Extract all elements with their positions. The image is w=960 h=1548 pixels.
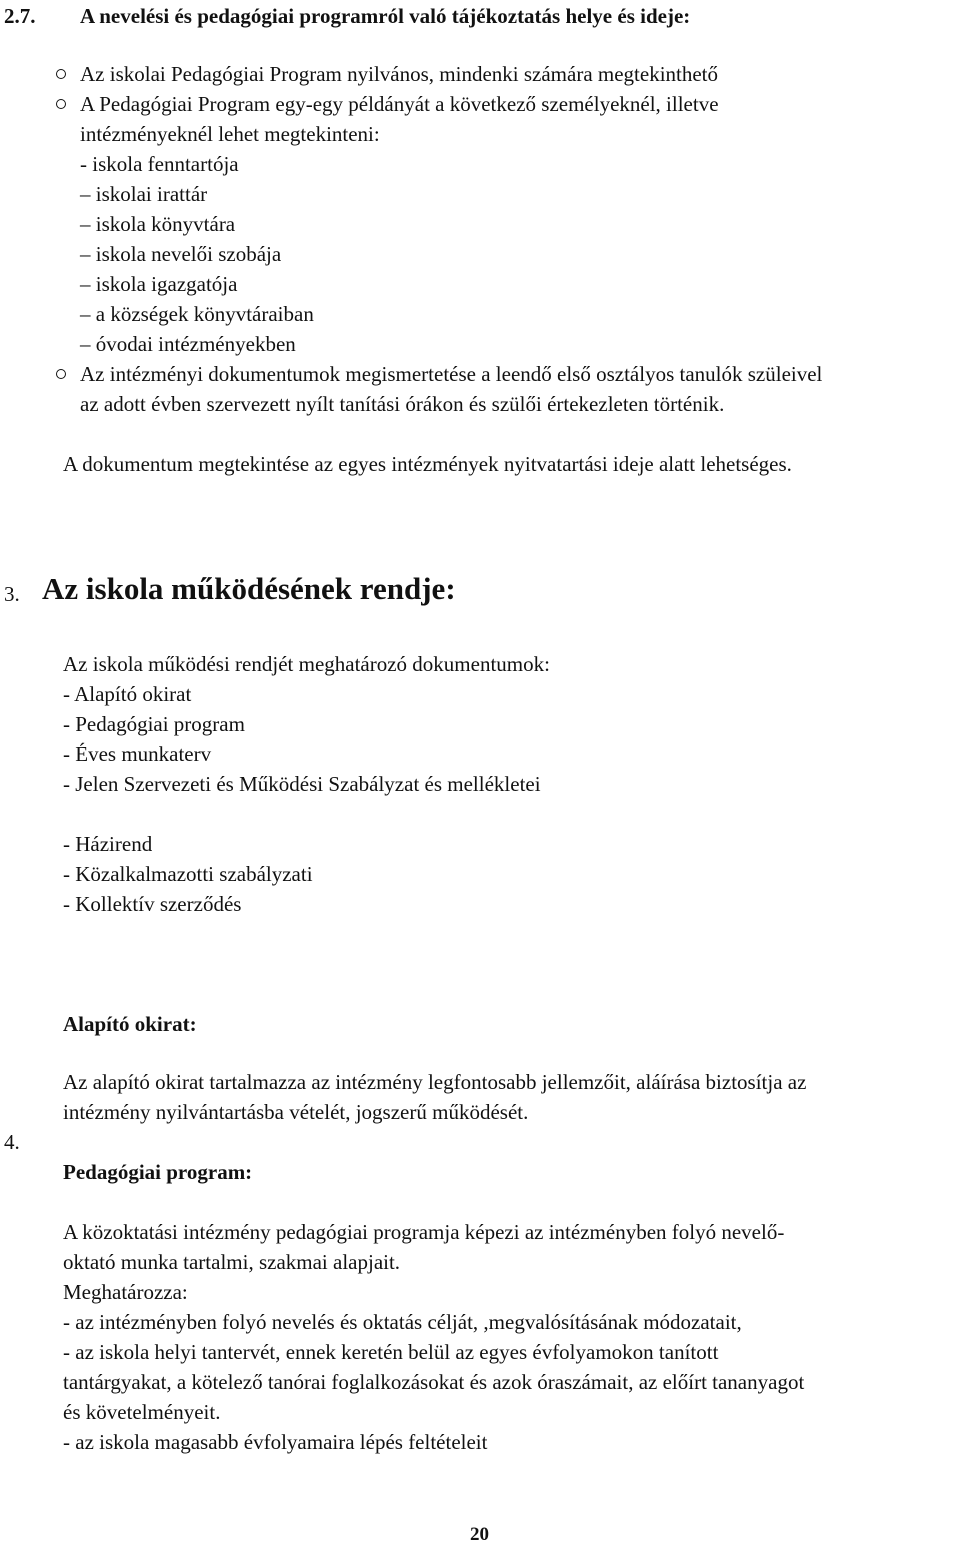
place-item: – iskola nevelői szobája [80,242,282,266]
paragraph-line: - az intézményben folyó nevelés és oktatás célját, ,megvalósításának módozatait, [63,1310,742,1334]
place-item: – óvodai intézményekben [80,332,296,356]
list-item-continuation: az adott évben szervezett nyílt tanítási órákon és szülői értekezleten történik. [80,392,725,416]
place-item: - iskola fenntartója [80,152,239,176]
paragraph-line: A közoktatási intézmény pedagógiai programja képezi az intézményben folyó nevelő- [63,1220,785,1244]
bullet-icon [56,69,66,79]
section-title: Az iskola működésének rendje: [42,571,456,606]
list-item: Az iskolai Pedagógiai Program nyilvános, mindenki számára megtekinthető [80,62,719,86]
subsection-heading: Pedagógiai program: [63,1160,253,1184]
section-number: 4. [4,1130,20,1154]
paragraph-line: - az iskola magasabb évfolyamaira lépés feltételeit [63,1430,488,1454]
paragraph-line: Az alapító okirat tartalmazza az intézmény legfontosabb jellemzőit, aláírása biztosítja az [63,1070,807,1094]
place-item: – iskola könyvtára [80,212,236,236]
list-item: Az intézményi dokumentumok megismertetése a leendő első osztályos tanulók szüleivel [80,362,823,386]
place-item: – iskolai irattár [80,182,208,206]
docs-intro: Az iskola működési rendjét meghatározó dokumentumok: [63,652,550,676]
place-item: – a községek könyvtáraiban [80,302,314,326]
paragraph-line: - az iskola helyi tantervét, ennek keretén belül az egyes évfolyamokon tanított [63,1340,719,1364]
doc-item: - Pedagógiai program [63,712,245,736]
list-item-continuation: intézményeknél lehet megtekinteni: [80,122,380,146]
doc-item: - Alapító okirat [63,682,192,706]
paragraph-line: Meghatározza: [63,1280,188,1304]
doc-item: - Közalkalmazotti szabályzati [63,862,313,886]
paragraph-line: tantárgyakat, a kötelező tanórai foglalkozásokat és azok óraszámait, az előírt tananyagot [63,1370,805,1394]
section-number: 3. [4,582,20,606]
doc-item: - Kollektív szerződés [63,892,242,916]
place-item: – iskola igazgatója [80,272,238,296]
doc-item: - Házirend [63,832,153,856]
subsection-heading: Alapító okirat: [63,1012,197,1036]
section-number: 2.7. [4,4,36,28]
doc-item: - Jelen Szervezeti és Működési Szabályzat és mellékletei [63,772,541,796]
paragraph-line: és követelményeit. [63,1400,221,1424]
list-item: A Pedagógiai Program egy-egy példányát a következő személyeknél, illetve [80,92,719,116]
section-title: A nevelési és pedagógiai programról való tájékoztatás helye és ideje: [80,4,691,28]
doc-item: - Éves munkaterv [63,742,212,766]
bullet-icon [56,99,66,109]
paragraph-line: intézmény nyilvántartásba vételét, jogszerű működését. [63,1100,529,1124]
page-number: 20 [470,1524,489,1545]
bullet-icon [56,369,66,379]
paragraph-line: oktató munka tartalmi, szakmai alapjait. [63,1250,401,1274]
closing-paragraph: A dokumentum megtekintése az egyes intézmények nyitvatartási ideje alatt lehetséges. [63,452,792,476]
